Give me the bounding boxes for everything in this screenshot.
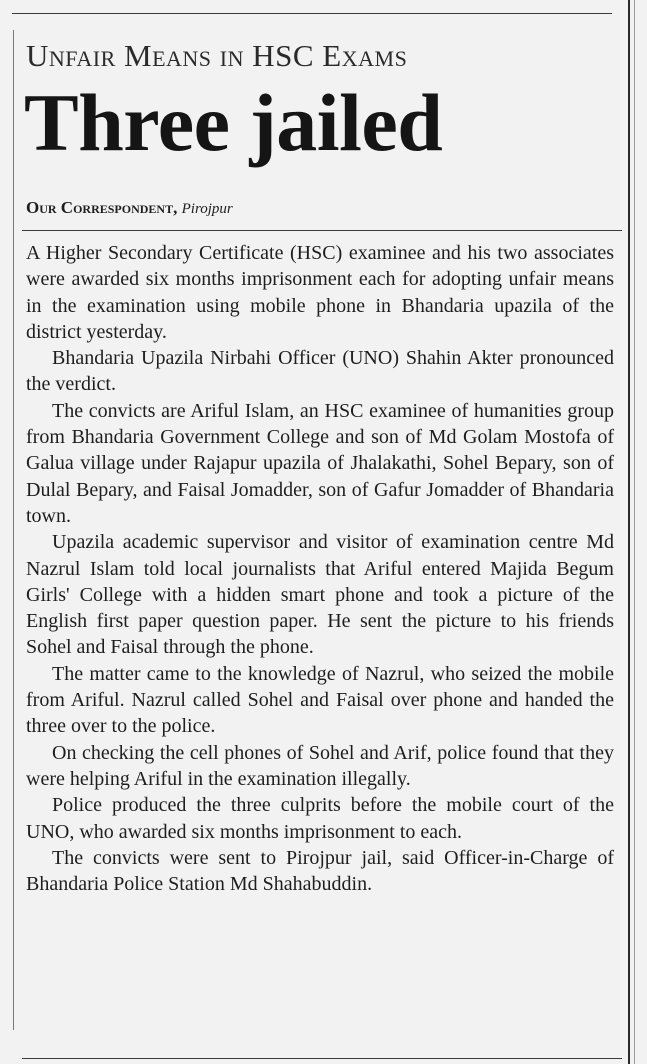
right-column-rule-secondary — [634, 0, 635, 1064]
right-column-rule — [628, 0, 630, 1064]
article-paragraph: The convicts were sent to Pirojpur jail, said Officer-in-Charge of Bhandaria Police Station Md Shahabuddin. — [26, 846, 614, 896]
byline-divider — [22, 230, 622, 231]
article-body — [26, 240, 614, 897]
byline — [26, 198, 233, 218]
article-paragraph: Police produced the three culprits before the mobile court of the UNO, who awarded six months imprisonment to each. — [26, 794, 614, 843]
article-paragraph: Bhandaria Upazila Nirbahi Officer (UNO) Shahin Akter pronounced the verdict. — [26, 347, 614, 396]
left-column-rule — [13, 30, 14, 1030]
article-paragraph: The convicts are Ariful Islam, an HSC examinee of humanities group from Bhandaria Government College and son of Md Golam Mostofa of Galua village under Rajapur upazila of Jhalakathi, Sohel Bepary, son of Dulal Bepary, and Faisal Jomadder, son of Gafur Jomadder of Bhandaria town. — [26, 399, 614, 527]
article-headline: Three jailed — [24, 77, 443, 168]
article-kicker: Unfair Means in HSC Exams — [26, 38, 408, 73]
byline-location: Pirojpur — [181, 201, 233, 217]
byline-author: Our Correspondent, — [26, 198, 178, 217]
article-paragraph: The matter came to the knowledge of Nazrul, who seized the mobile from Ariful. Nazrul called Sohel and Faisal over phone and handed the three over to the police. — [26, 662, 614, 738]
article-paragraph: On checking the cell phones of Sohel and Arif, police found that they were helping Ariful in the examination illegally. — [26, 741, 614, 790]
article-paragraph: A Higher Secondary Certificate (HSC) examinee and his two associates were awarded six months imprisonment each for adopting unfair means in the examination using mobile phone in Bhandaria upazila of the district yesterday. — [26, 242, 614, 343]
bottom-divider — [22, 1058, 622, 1059]
top-divider — [12, 13, 612, 14]
article-paragraph: Upazila academic supervisor and visitor of examination centre Md Nazrul Islam told local journalists that Ariful entered Majida Begum Girls' College with a hidden smart phone and took a picture of the English first paper question paper. He sent the picture to his friends Sohel and Faisal through the phone. — [26, 531, 614, 659]
